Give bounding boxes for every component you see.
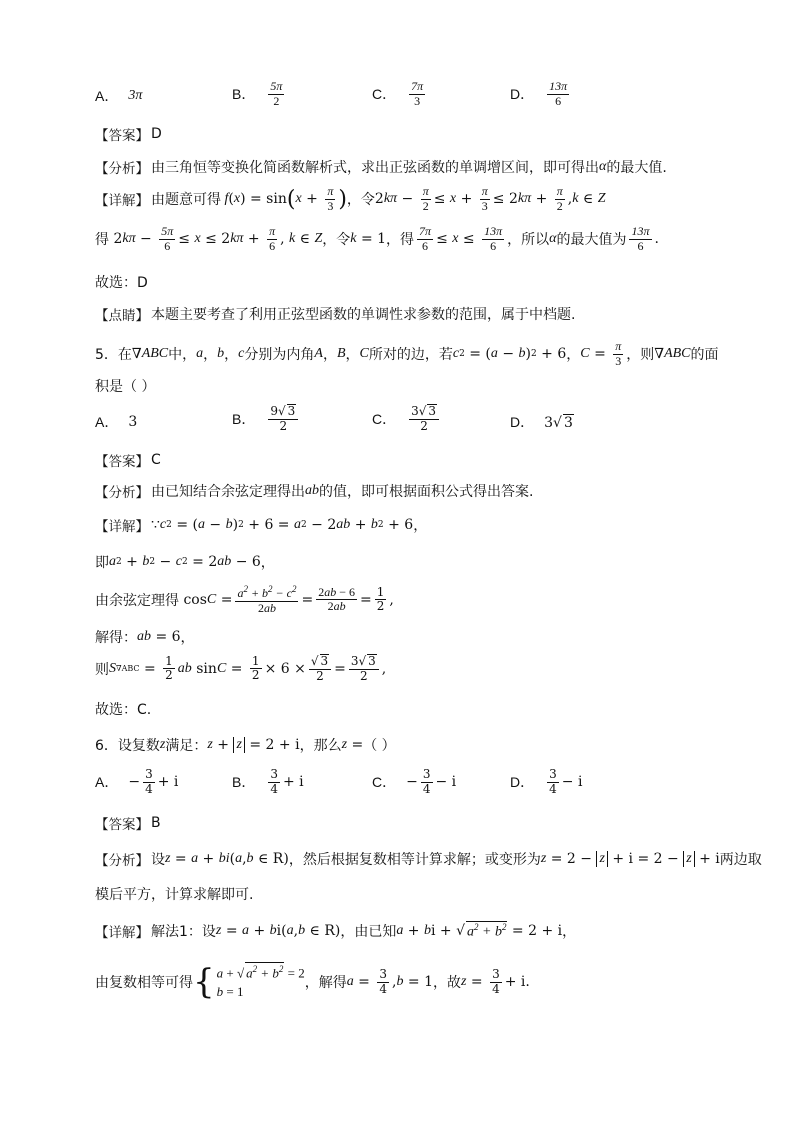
- q5-analysis: 【分析】 由已知结合余弦定理得出 ab 的值，即可根据面积公式得出答案.: [95, 483, 534, 501]
- q5-stem: 5．在 ∇ ABC 中， a ， b ， c 分别为内角 A ， B ， C 所对的边，若 c 2 = ( a − b ) 2 + 6 ， C = $\frac{\pi}{3}$ ，则 ∇ ABC 的面: [95, 339, 719, 368]
- q5-answer: 【答案】 C: [95, 452, 161, 470]
- q4-option-c: C． $\frac{7\pi}{3}$: [372, 79, 424, 108]
- q6-analysis: 【分析】 设 z = a + bi ( a , b ∈ R) ，然后根据复数相等计算求解；或变形为 z = 2 − z + i = 2 − z + i 两边取: [95, 851, 762, 869]
- q5-option-c: C． $\frac{3√ 3}{2}$: [372, 404, 442, 434]
- q6-option-c: C． − $\frac{3}{4}$ − i: [372, 767, 457, 796]
- q4-option-d: D． $\frac{13\pi}{6}$: [510, 79, 568, 108]
- q4-option-b: B． $\frac{5\pi}{2}$: [232, 79, 283, 108]
- q5-detail-line2: 即 a 2 + b 2 − c 2 = 2 ab − 6 ，: [95, 554, 275, 571]
- q4-detail-line2: 得 2 kπ − $\frac{5\pi}{6}$ ≤ x ≤ 2 kπ + $\frac{\pi}{6}$ , k ∈ Z ，令 k = 1 ，得 $\frac{7\pi}{6}$ ≤ x ≤ $\frac{13\pi}{6}$ ，所以 α 的最大值为 $\frac{13\pi}{6}$ .: [95, 224, 659, 253]
- q6-option-d: D． $\frac{3}{4}$ − i: [510, 767, 583, 796]
- q5-detail-line5: 则 S ∇ABC = $\frac{1}{2}$ ab sin C = $\frac{1}{2}$ × 6 × $\frac{√ 3}{2}$ = $\frac{3√ 3}{2}$ ,: [95, 653, 387, 683]
- q6-answer: 【答案】 B: [95, 815, 161, 833]
- q5-detail-line1: 【详解】 ∵ c 2 = ( a − b ) 2 + 6 = a 2 − 2 ab + b 2 + 6 ，: [95, 517, 428, 535]
- q5-choose: 故选：C.: [95, 702, 152, 718]
- q4-detail-line1: 【详解】 由题意可得 f ( x ) = sin ( x + $\frac{\pi}{3}$ ) ，令 2 kπ − $\frac{\pi}{2}$ ≤ x + $\frac{\pi}{3}$ ≤ 2 kπ + $\frac{\pi}{2}$ , k ∈ Z: [95, 184, 606, 213]
- q5-stem-line2: 积是（ ）: [95, 379, 156, 395]
- q6-stem: 6．设复数 z 满足： z + z = 2 + i ，那么 z = （ ）: [95, 737, 396, 754]
- q4-comment: 【点睛】 本题主要考查了利用正弦型函数的单调性求参数的范围，属于中档题.: [95, 307, 576, 324]
- q5-detail-line4: 解得： ab = 6 ，: [95, 629, 195, 646]
- q6-detail-line2: 由复数相等可得 { a + √ $a^2 + b^2 = 2$ b = 1 ，解得 a = $\frac{3}{4}$ , b = 1 ，故 z = $\frac{3}{4}$ + i.: [95, 962, 530, 1002]
- q4-analysis: 【分析】 由三角恒等变换化简函数解析式，求出正弦函数的单调增区间，即可得出 α 的最大值.: [95, 159, 667, 177]
- q5-detail-line3: 由余弦定理得 cos C = $\frac{a^2 + b^2 - c^2}{2ab}$ = $\frac{2ab - 6}{2ab}$ = $\frac{1}{2}$ ,: [95, 584, 394, 615]
- q5-option-d: D． 3√ 3: [510, 414, 573, 431]
- q6-option-a: A． − $\frac{3}{4}$ + i: [95, 767, 179, 796]
- q4-option-a: A． 3π: [95, 88, 143, 104]
- q5-option-a: A． 3: [95, 414, 138, 430]
- q6-detail-line1: 【详解】 解法1：设 z = a + b i( a , b ∈ R) ，由已知 a + b i + √ $a^2 + b^2$ = 2 + i ，: [95, 922, 577, 941]
- q5-option-b: B． $\frac{9√ 3}{2}$: [232, 404, 301, 434]
- q4-choose: 故选：D: [95, 275, 148, 291]
- q6-option-b: B． $\frac{3}{4}$ + i: [232, 767, 304, 796]
- q4-answer: 【答案】 D: [95, 126, 162, 144]
- q6-analysis-line2: 模后平方，计算求解即可.: [95, 887, 254, 903]
